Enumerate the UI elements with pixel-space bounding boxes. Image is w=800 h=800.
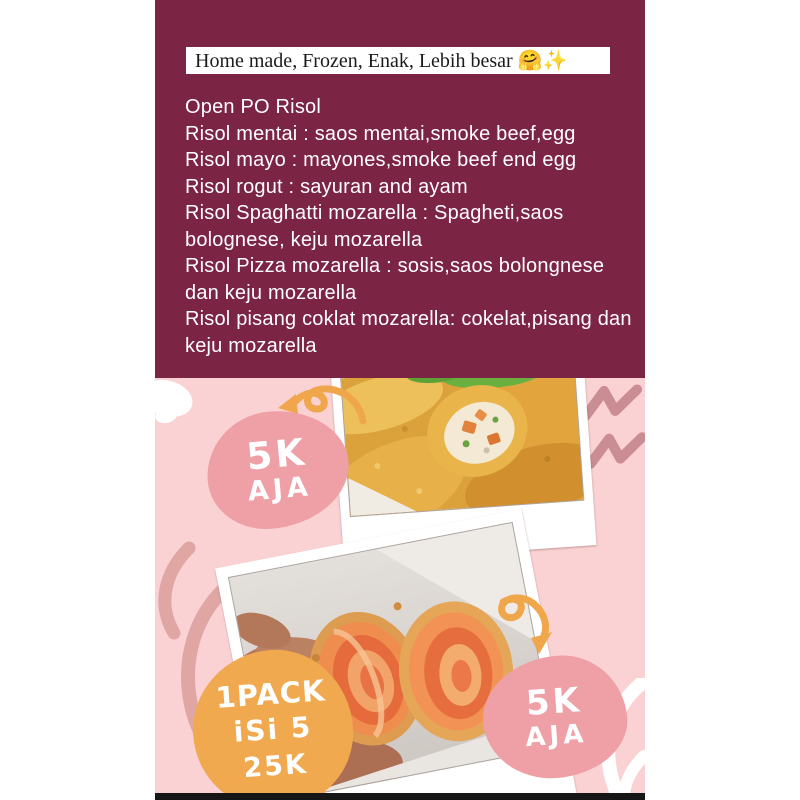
photo-risol-fried [341,378,583,516]
menu-item-pizza: Risol Pizza mozarella : sosis,saos bolongnese dan keju mozarella [185,255,605,304]
price-badge-top-value: 5K [244,430,309,479]
menu-item-pisang-coklat: Risol pisang coklat mozarella: cokelat,pisang dan keju mozarella [185,308,632,357]
menu-item-spaghatti: Risol Spaghatti mozarella : Spagheti,saos bolognese, keju mozarella [185,202,564,251]
pack-badge-line2: iSi 5 [232,710,314,749]
menu-title: Open PO Risol [185,96,321,118]
pack-badge-line1: 1PACK [214,673,327,715]
headline-text: Home made, Frozen, Enak, Lebih besar 🤗✨ [195,50,568,72]
menu-list [185,94,640,359]
price-badge-bottom-label: AJA [524,718,589,754]
headline-banner [186,47,610,74]
menu-item-rogut: Risol rogut : sayuran and ayam [185,175,468,198]
curl-arrow-right-icon [481,592,565,666]
story-content [155,0,645,800]
menu-item-mayo: Risol mayo : mayones,smoke beef end egg [185,149,577,171]
pack-badge-line3: 25K [242,748,309,785]
price-badge-top-label: AJA [246,471,313,508]
bottom-black-bar [155,793,645,800]
price-badge-bottom-value: 5K [524,680,584,724]
menu-section [155,0,645,378]
menu-item-mentai: Risol mentai : saos mentai,smoke beef,egg [185,122,576,145]
photo-section [155,378,645,800]
